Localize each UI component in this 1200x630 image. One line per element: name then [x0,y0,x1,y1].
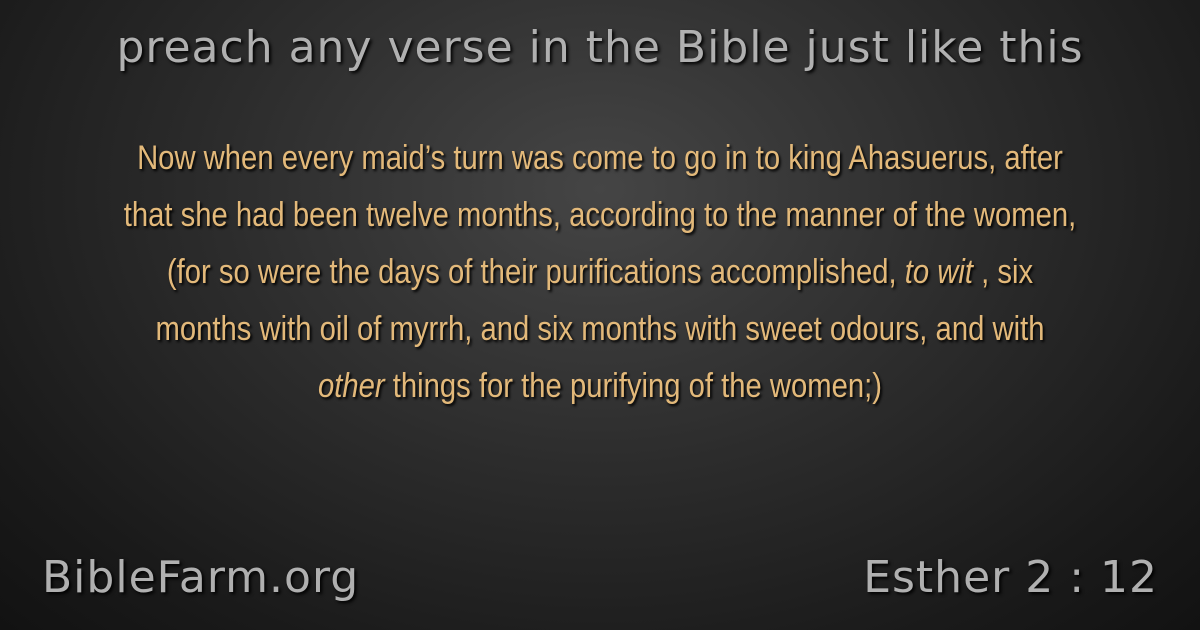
verse-text [118,130,1081,415]
verse-part-2: , six months with oil of myrrh, and six months with sweet odours, and with [155,253,1045,348]
verse-reference: Esther 2 : 12 [863,552,1158,603]
site-name: BibleFarm.org [42,552,360,603]
verse-italic-to-wit: to wit [904,253,973,291]
verse-part-1: Now when every maid’s turn was come to go in to king Ahasuerus, after that she had been twelve months, according to the manner of the women, (for so were the days of their purifications accomplished, [123,139,1077,291]
verse-part-3: things for the purifying of the women;) [384,367,882,405]
headline: preach any verse in the Bible just like this [116,22,1084,73]
verse-italic-other: other [318,367,385,405]
